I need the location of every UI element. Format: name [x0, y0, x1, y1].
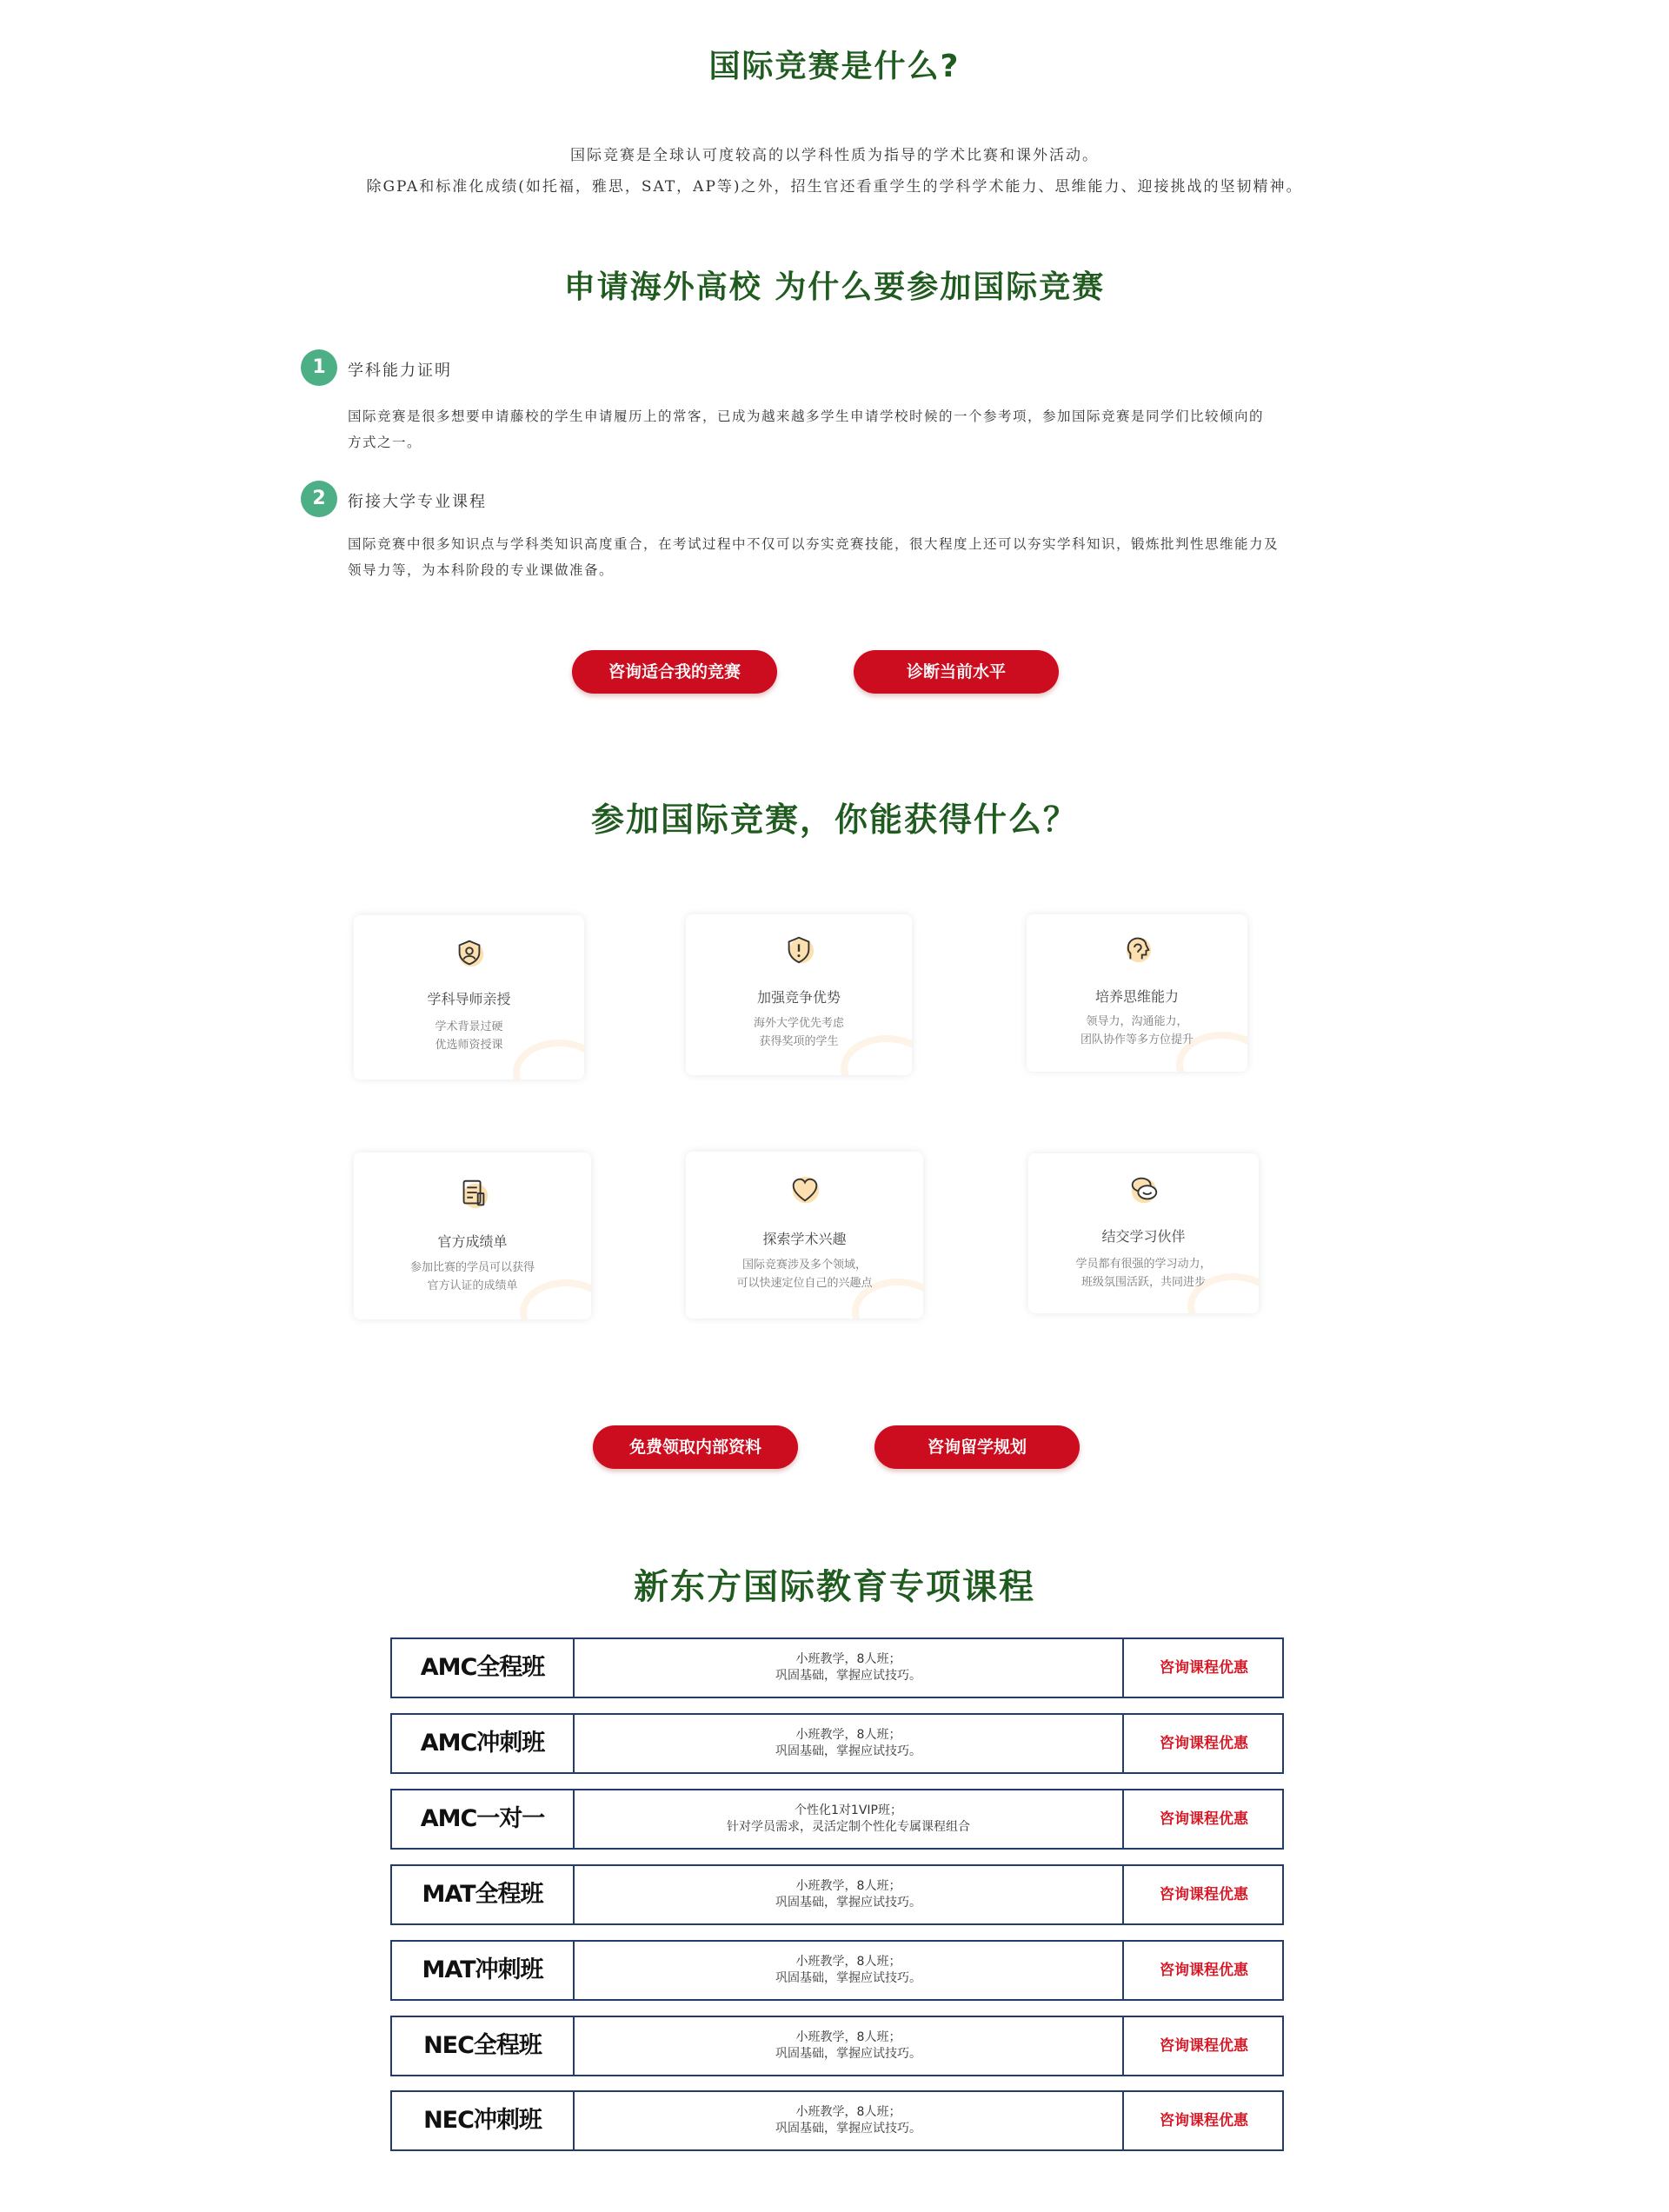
intro-line-1: 国际竞赛是全球认可度较高的以学科性质为指导的学术比赛和课外活动。: [570, 147, 1099, 164]
course-desc: [575, 1639, 1124, 1697]
shield-alert-icon: [782, 933, 815, 967]
course-desc: [575, 1866, 1124, 1923]
course-consult-link[interactable]: 咨询课程优惠: [1160, 1810, 1248, 1828]
benefit-card-interest: [686, 1152, 923, 1319]
card-title: 培养思维能力: [1094, 988, 1179, 1005]
course-desc: [575, 1942, 1124, 1999]
course-desc-line-2: 巩固基础，掌握应试技巧。: [775, 1896, 921, 1910]
card-desc: [686, 1256, 923, 1292]
card-title: 结交学习伙伴: [1101, 1228, 1186, 1245]
reason-1-line-2: 方式之一。: [348, 435, 422, 450]
benefit-card-tutor: [354, 915, 584, 1079]
course-desc-line-1: 小班教学，8人班；: [795, 2105, 901, 2119]
course-consult-link[interactable]: 咨询课程优惠: [1160, 2112, 1248, 2129]
card-desc-line-1: 国际竞赛涉及多个领域，: [741, 1259, 867, 1272]
course-row: [390, 1789, 1284, 1850]
document-icon: [456, 1177, 489, 1210]
course-name: AMC全程班: [392, 1639, 575, 1697]
card-desc: [1028, 1255, 1259, 1292]
diagnose-level-button[interactable]: 诊断当前水平: [854, 650, 1059, 694]
course-desc-line-1: 小班教学，8人班；: [795, 1955, 901, 1969]
reason-1-line-1: 国际竞赛是很多想要申请藤校的学生申请履历上的常客，已成为越来越多学生申请学校时候的一个参考项，参加国际竞赛是同学们比较倾向的: [348, 409, 1265, 424]
intro-line-2: 除GPA和标准化成绩(如托福，雅思，SAT，AP等)之外，招生官还看重学生的学科学术能力、思维能力、迎接挑战的坚韧精神。: [366, 178, 1303, 196]
course-desc-line-2: 巩固基础，掌握应试技巧。: [775, 2122, 921, 2136]
course-desc-line-2: 巩固基础，掌握应试技巧。: [775, 1744, 921, 1758]
brain-head-icon: [1120, 932, 1154, 965]
course-name: AMC冲刺班: [392, 1715, 575, 1772]
course-desc-line-1: 小班教学，8人班；: [795, 2030, 901, 2044]
reason-2-line-1: 国际竞赛中很多知识点与学科类知识高度重合，在考试过程中不仅可以夯实竞赛技能，很大程度上还可以夯实学科知识，锻炼批判性思维能力及: [348, 536, 1280, 552]
card-title: 官方成绩单: [437, 1233, 508, 1250]
course-row: [390, 1713, 1284, 1774]
consult-study-plan-button[interactable]: 咨询留学规划: [874, 1425, 1080, 1469]
benefit-card-transcript: [354, 1152, 591, 1319]
benefit-card-advantage: [686, 914, 912, 1075]
course-name: NEC冲刺班: [392, 2092, 575, 2149]
card-desc: [354, 1018, 584, 1054]
card-desc: [1027, 1013, 1247, 1049]
card-desc-line-1: 领导力，沟通能力，: [1086, 1015, 1188, 1028]
what-is-competition-title: 国际竞赛是什么?: [708, 49, 961, 84]
course-desc: [575, 1790, 1124, 1848]
course-row: [390, 1940, 1284, 2001]
card-desc-line-2: 可以快速定位自己的兴趣点: [736, 1277, 873, 1290]
card-desc-line-1: 海外大学优先考虑: [753, 1017, 844, 1030]
course-desc: [575, 2017, 1124, 2075]
course-desc-line-2: 巩固基础，掌握应试技巧。: [775, 1971, 921, 1985]
courses-title: 新东方国际教育专项课程: [634, 1567, 1035, 1607]
card-desc-line-1: 学术背景过硬: [435, 1020, 503, 1033]
course-desc-line-1: 小班教学，8人班；: [795, 1652, 901, 1666]
course-desc-line-2: 巩固基础，掌握应试技巧。: [775, 2047, 921, 2061]
reason-title-1: 学科能力证明: [348, 362, 452, 380]
benefit-card-thinking: [1027, 914, 1247, 1072]
benefits-title: 参加国际竞赛，你能获得什么？: [590, 800, 1078, 839]
reason-body-1: [348, 403, 1391, 455]
card-desc-line-2: 官方认证的成绩单: [427, 1279, 518, 1292]
card-desc-line-1: 参加比赛的学员可以获得: [409, 1261, 535, 1274]
course-consult-link[interactable]: 咨询课程优惠: [1160, 1886, 1248, 1903]
card-desc-line-2: 团队协作等多方位提升: [1080, 1033, 1194, 1046]
card-title: 加强竞争优势: [756, 989, 841, 1006]
course-name: MAT冲刺班: [392, 1942, 575, 1999]
consult-competition-button[interactable]: 咨询适合我的竞赛: [572, 650, 777, 694]
card-desc: [354, 1259, 591, 1295]
course-consult-link[interactable]: 咨询课程优惠: [1160, 1735, 1248, 1752]
course-name: MAT全程班: [392, 1866, 575, 1923]
heart-icon: [788, 1174, 821, 1207]
card-desc-line-2: 获得奖项的学生: [759, 1035, 839, 1048]
course-consult-link[interactable]: 咨询课程优惠: [1160, 1962, 1248, 1979]
benefit-card-partners: [1028, 1153, 1259, 1313]
step-number-2: 2: [301, 481, 337, 517]
course-consult-link[interactable]: 咨询课程优惠: [1160, 2037, 1248, 2055]
course-desc-line-1: 小班教学，8人班；: [795, 1728, 901, 1742]
reason-2-line-2: 领导力等，为本科阶段的专业课做准备。: [348, 562, 615, 578]
course-name: AMC一对一: [392, 1790, 575, 1848]
course-row: [390, 2016, 1284, 2076]
step-number-1: 1: [301, 349, 337, 386]
free-materials-button[interactable]: 免费领取内部资料: [593, 1425, 798, 1469]
course-desc-line-1: 个性化1对1VIP班；: [795, 1803, 902, 1817]
card-desc-line-2: 班级氛围活跃，共同进步: [1081, 1276, 1206, 1289]
course-desc: [575, 2092, 1124, 2149]
reason-title-2: 衔接大学专业课程: [348, 493, 487, 511]
course-desc: [575, 1715, 1124, 1772]
card-title: 学科导师亲授: [427, 991, 511, 1007]
card-desc-line-1: 学员都有很强的学习动力，: [1075, 1258, 1212, 1271]
course-desc-line-2: 巩固基础，掌握应试技巧。: [775, 1669, 921, 1683]
chat-bubbles-icon: [1127, 1172, 1160, 1206]
card-desc: [686, 1014, 912, 1051]
why-participate-title: 申请海外高校 为什么要参加国际竞赛: [563, 269, 1106, 305]
course-row: [390, 2090, 1284, 2151]
course-row: [390, 1864, 1284, 1925]
card-desc-line-2: 优选师资授课: [435, 1039, 503, 1052]
course-row: [390, 1637, 1284, 1698]
course-name: NEC全程班: [392, 2017, 575, 2075]
course-consult-link[interactable]: 咨询课程优惠: [1160, 1659, 1248, 1677]
reason-body-2: [348, 531, 1391, 583]
course-desc-line-2: 针对学员需求，灵活定制个性化专属课程组合: [727, 1820, 970, 1834]
course-desc-line-1: 小班教学，8人班；: [795, 1879, 901, 1893]
shield-user-icon: [453, 936, 486, 969]
card-title: 探索学术兴趣: [762, 1231, 847, 1247]
